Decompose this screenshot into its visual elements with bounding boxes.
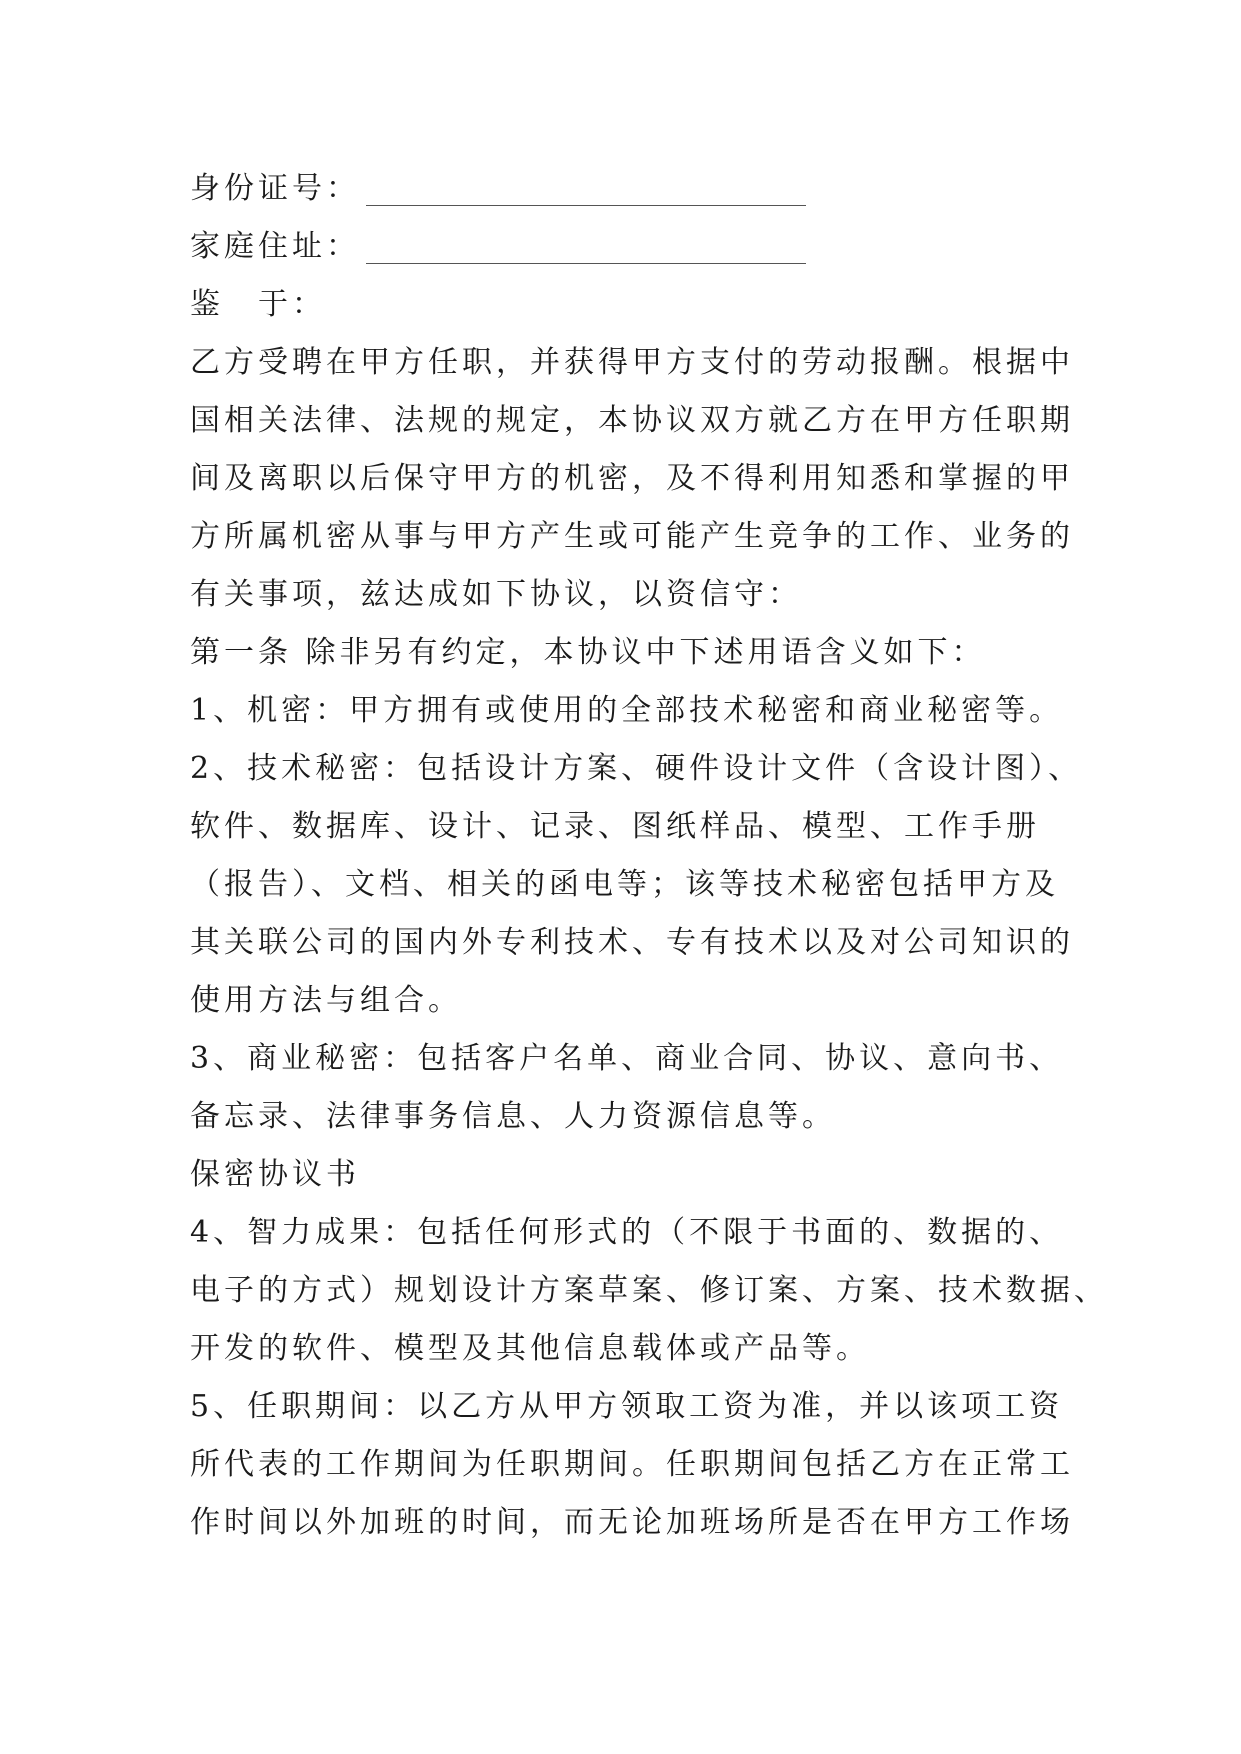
text-line: 乙方受聘在甲方任职，并获得甲方支付的劳动报酬。根据中 xyxy=(190,345,1074,380)
home-address-field xyxy=(190,218,1090,276)
text-line: 开发的软件、模型及其他信息载体或产品等。 xyxy=(190,1331,870,1366)
text-line: 其关联公司的国内外专利技术、专有技术以及对公司知识的 xyxy=(190,925,1074,960)
id-number-blank xyxy=(366,175,806,206)
text-line: 4、智力成果：包括任何形式的（不限于书面的、数据的、 xyxy=(190,1215,1064,1250)
text-line: 方所属机密从事与甲方产生或可能产生竞争的工作、业务的 xyxy=(190,519,1074,554)
text-line: 作时间以外加班的时间，而无论加班场所是否在甲方工作场 xyxy=(190,1505,1074,1540)
article-one-heading: 第一条 除非另有约定，本协议中下述用语含义如下： xyxy=(190,635,986,670)
text-line: 间及离职以后保守甲方的机密，及不得利用知悉和掌握的甲 xyxy=(190,461,1074,496)
text-line: （报告）、文档、相关的函电等；该等技术秘密包括甲方及 xyxy=(190,867,1059,902)
text-line: 使用方法与组合。 xyxy=(190,983,462,1018)
text-line: 5、任职期间：以乙方从甲方领取工资为准，并以该项工资 xyxy=(190,1389,1064,1424)
whereas-heading: 鉴 于： xyxy=(190,287,326,322)
home-address-label: 家庭住址： xyxy=(190,229,360,264)
text-line: 软件、数据库、设计、记录、图纸样品、模型、工作手册 xyxy=(190,809,1040,844)
id-number-field xyxy=(190,160,1090,218)
text-line: 1、机密：甲方拥有或使用的全部技术秘密和商业秘密等。 xyxy=(190,693,1064,728)
text-line: 备忘录、法律事务信息、人力资源信息等。 xyxy=(190,1099,836,1134)
text-line: 2、技术秘密：包括设计方案、硬件设计文件（含设计图）、 xyxy=(190,751,1083,786)
id-number-label: 身份证号： xyxy=(190,171,360,206)
document-body xyxy=(190,160,1108,1552)
document-title-line: 保密协议书 xyxy=(190,1157,360,1192)
text-line: 所代表的工作期间为任职期间。任职期间包括乙方在正常工 xyxy=(190,1447,1074,1482)
text-line: 电子的方式）规划设计方案草案、修订案、方案、技术数据、 xyxy=(190,1273,1108,1308)
text-line: 有关事项，兹达成如下协议，以资信守： xyxy=(190,577,802,612)
text-line: 3、商业秘密：包括客户名单、商业合同、协议、意向书、 xyxy=(190,1041,1064,1076)
text-line: 国相关法律、法规的规定，本协议双方就乙方在甲方任职期 xyxy=(190,403,1074,438)
home-address-blank xyxy=(366,233,806,264)
